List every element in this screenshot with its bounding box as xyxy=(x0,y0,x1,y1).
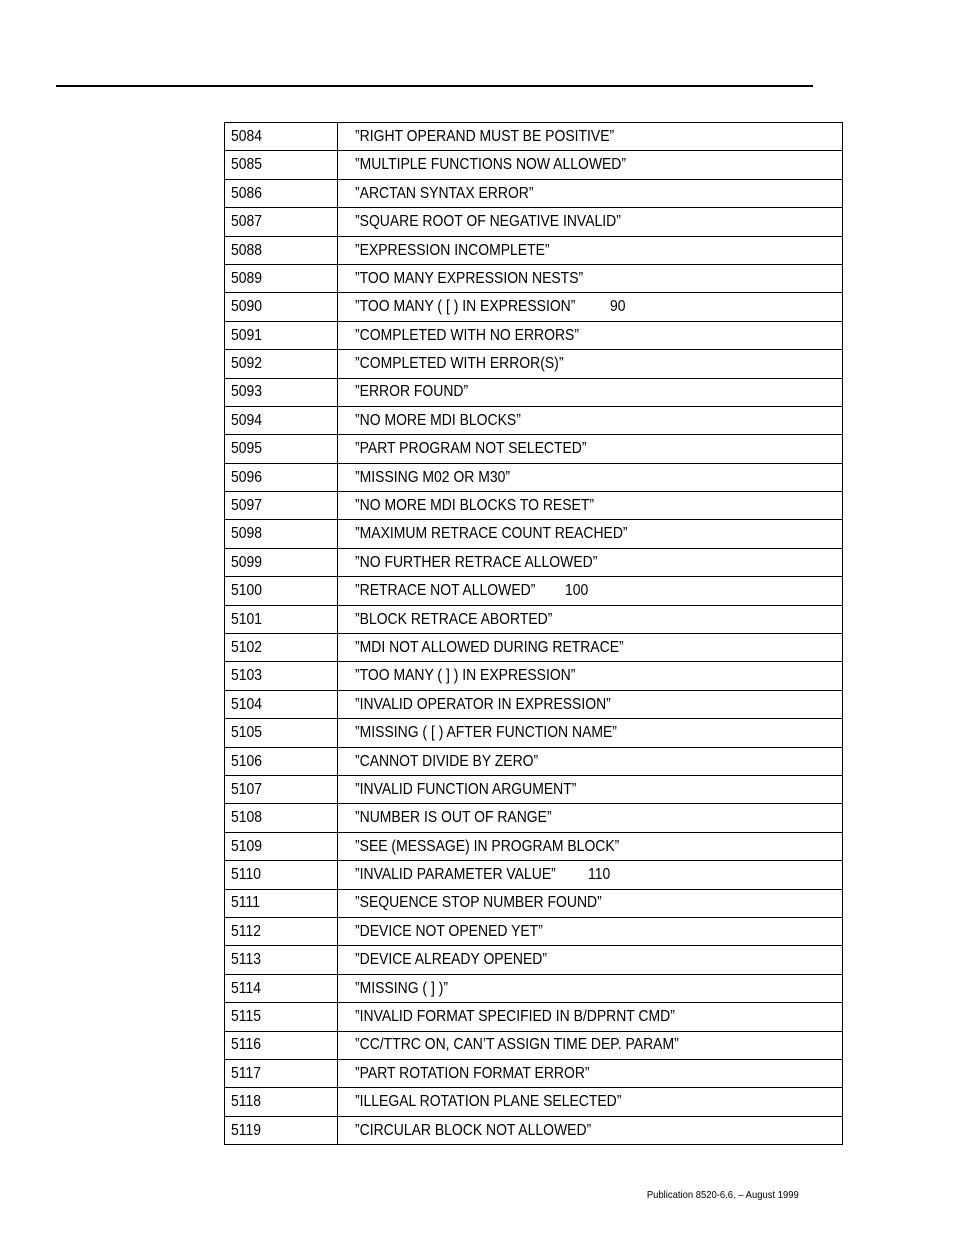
error-message-cell xyxy=(338,577,843,605)
error-message: ”INVALID PARAMETER VALUE” xyxy=(355,866,556,884)
error-code: 5103 xyxy=(231,667,263,685)
table-row xyxy=(225,804,843,832)
error-code-cell xyxy=(225,605,338,633)
error-message: ”ERROR FOUND” xyxy=(355,383,469,401)
error-code-cell xyxy=(225,747,338,775)
error-message: ”MISSING ( [ ) AFTER FUNCTION NAME” xyxy=(355,724,617,742)
error-message-cell xyxy=(338,690,843,718)
error-message-cell xyxy=(338,662,843,690)
table-row xyxy=(225,889,843,917)
error-code: 5101 xyxy=(231,610,263,628)
error-code-cell xyxy=(225,1059,338,1087)
error-code-cell xyxy=(225,804,338,832)
error-message: ”NO FURTHER RETRACE ALLOWED” xyxy=(355,553,598,571)
table-row xyxy=(225,321,843,349)
error-message-cell xyxy=(338,605,843,633)
publication-footer xyxy=(630,1189,799,1201)
error-message: ”NO MORE MDI BLOCKS” xyxy=(355,411,521,429)
error-message: ”SEQUENCE STOP NUMBER FOUND” xyxy=(355,894,602,912)
error-message: ”BLOCK RETRACE ABORTED” xyxy=(355,610,553,628)
page-reference: 100 xyxy=(565,582,589,600)
error-message-cell xyxy=(338,917,843,945)
error-code-cell xyxy=(225,634,338,662)
error-message-cell xyxy=(338,378,843,406)
error-message-cell xyxy=(338,974,843,1002)
error-code-cell xyxy=(225,577,338,605)
header-rule xyxy=(56,85,813,87)
error-message: ”MISSING M02 OR M30” xyxy=(355,468,511,486)
error-code: 5084 xyxy=(231,127,263,145)
error-code-cell xyxy=(225,264,338,292)
error-code: 5100 xyxy=(231,582,263,600)
error-message: ”COMPLETED WITH NO ERRORS” xyxy=(355,326,579,344)
error-message-cell xyxy=(338,804,843,832)
table-row xyxy=(225,690,843,718)
error-message: ”CC/TTRC ON, CAN’T ASSIGN TIME DEP. PARAM” xyxy=(355,1036,679,1054)
table-row xyxy=(225,832,843,860)
error-code: 5106 xyxy=(231,752,263,770)
error-message-cell xyxy=(338,1003,843,1031)
error-message: ”MULTIPLE FUNCTIONS NOW ALLOWED” xyxy=(355,156,627,174)
error-code: 5087 xyxy=(231,213,263,231)
table-row xyxy=(225,151,843,179)
error-message: ”INVALID OPERATOR IN EXPRESSION” xyxy=(355,695,611,713)
error-code-cell xyxy=(225,1003,338,1031)
error-message-cell xyxy=(338,435,843,463)
error-code: 5110 xyxy=(231,866,262,884)
error-message-cell xyxy=(338,1088,843,1116)
error-message-cell xyxy=(338,293,843,321)
error-code-cell xyxy=(225,946,338,974)
error-code-cell xyxy=(225,889,338,917)
table-row xyxy=(225,520,843,548)
error-message: ”ARCTAN SYNTAX ERROR” xyxy=(355,184,534,202)
page-reference: 90 xyxy=(609,298,626,316)
error-message-cell xyxy=(338,123,843,151)
error-message: ”NUMBER IS OUT OF RANGE” xyxy=(355,809,552,827)
error-code-cell xyxy=(225,548,338,576)
page-reference: 110 xyxy=(588,866,611,884)
table-row xyxy=(225,1116,843,1144)
error-message-cell xyxy=(338,321,843,349)
error-code-cell xyxy=(225,662,338,690)
table-row xyxy=(225,861,843,889)
table-row xyxy=(225,123,843,151)
error-message-cell xyxy=(338,634,843,662)
error-message: ”SEE (MESSAGE) IN PROGRAM BLOCK” xyxy=(355,837,620,855)
table-row xyxy=(225,264,843,292)
error-message: ”RETRACE NOT ALLOWED” xyxy=(355,582,536,600)
error-message-table-body xyxy=(225,123,843,1145)
error-message: ”SQUARE ROOT OF NEGATIVE INVALID” xyxy=(355,213,621,231)
error-message: ”INVALID FORMAT SPECIFIED IN B/DPRNT CMD” xyxy=(355,1008,675,1026)
error-code: 5088 xyxy=(231,241,263,259)
error-message-cell xyxy=(338,1116,843,1144)
error-code-cell xyxy=(225,123,338,151)
table-row xyxy=(225,946,843,974)
error-message: ”EXPRESSION INCOMPLETE” xyxy=(355,241,550,259)
error-message: ”COMPLETED WITH ERROR(S)” xyxy=(355,355,564,373)
error-code: 5118 xyxy=(231,1093,262,1111)
error-code: 5098 xyxy=(231,525,263,543)
table-row xyxy=(225,406,843,434)
table-row xyxy=(225,435,843,463)
publication-text: Publication 8520-6.6. – August 1999 xyxy=(647,1189,799,1201)
error-code: 5115 xyxy=(231,1008,262,1026)
table-row xyxy=(225,179,843,207)
error-code-cell xyxy=(225,690,338,718)
error-message-cell xyxy=(338,747,843,775)
table-row xyxy=(225,1059,843,1087)
error-code: 5097 xyxy=(231,497,263,515)
table-row xyxy=(225,577,843,605)
error-message: ”MISSING ( ] )” xyxy=(355,979,448,997)
error-message-cell xyxy=(338,889,843,917)
table-row xyxy=(225,974,843,1002)
error-code-cell xyxy=(225,378,338,406)
error-code-cell xyxy=(225,463,338,491)
error-code: 5113 xyxy=(231,951,262,969)
error-code: 5105 xyxy=(231,724,263,742)
error-code: 5093 xyxy=(231,383,263,401)
table-row xyxy=(225,775,843,803)
table-row xyxy=(225,1003,843,1031)
error-message-cell xyxy=(338,208,843,236)
error-code-cell xyxy=(225,236,338,264)
table-row xyxy=(225,293,843,321)
error-code: 5091 xyxy=(231,326,263,344)
error-code: 5089 xyxy=(231,269,263,287)
error-code: 5117 xyxy=(231,1064,262,1082)
error-code: 5104 xyxy=(231,695,263,713)
table-row xyxy=(225,1088,843,1116)
error-message: ”ILLEGAL ROTATION PLANE SELECTED” xyxy=(355,1093,622,1111)
table-row xyxy=(225,236,843,264)
error-message: ”PART PROGRAM NOT SELECTED” xyxy=(355,440,587,458)
error-code: 5092 xyxy=(231,355,263,373)
error-message-cell xyxy=(338,350,843,378)
error-code: 5090 xyxy=(231,298,263,316)
error-code: 5096 xyxy=(231,468,263,486)
table-row xyxy=(225,492,843,520)
table-row xyxy=(225,378,843,406)
error-message: ”TOO MANY ( ] ) IN EXPRESSION” xyxy=(355,667,576,685)
error-code: 5116 xyxy=(231,1036,262,1054)
error-code-cell xyxy=(225,861,338,889)
error-code-cell xyxy=(225,179,338,207)
error-code-cell xyxy=(225,719,338,747)
error-code: 5086 xyxy=(231,184,263,202)
error-code-cell xyxy=(225,1088,338,1116)
error-code: 5099 xyxy=(231,553,263,571)
error-code-cell xyxy=(225,775,338,803)
error-message-cell xyxy=(338,151,843,179)
table-row xyxy=(225,662,843,690)
error-message-cell xyxy=(338,832,843,860)
error-code-cell xyxy=(225,208,338,236)
error-message-cell xyxy=(338,406,843,434)
error-message-cell xyxy=(338,463,843,491)
error-message-table xyxy=(224,122,843,1145)
error-code: 5119 xyxy=(231,1121,262,1139)
error-message-cell xyxy=(338,492,843,520)
table-row xyxy=(225,463,843,491)
error-code-cell xyxy=(225,406,338,434)
error-code: 5107 xyxy=(231,780,263,798)
error-code: 5085 xyxy=(231,156,263,174)
error-message-cell xyxy=(338,946,843,974)
error-code: 5095 xyxy=(231,440,263,458)
error-message: ”DEVICE ALREADY OPENED” xyxy=(355,951,548,969)
error-code: 5109 xyxy=(231,837,263,855)
error-message: ”TOO MANY EXPRESSION NESTS” xyxy=(355,269,584,287)
table-row xyxy=(225,917,843,945)
error-message: ”CIRCULAR BLOCK NOT ALLOWED” xyxy=(355,1121,592,1139)
error-message: ”NO MORE MDI BLOCKS TO RESET” xyxy=(355,497,594,515)
error-message: ”INVALID FUNCTION ARGUMENT” xyxy=(355,780,577,798)
error-message-cell xyxy=(338,264,843,292)
error-message-cell xyxy=(338,861,843,889)
error-message: ”RIGHT OPERAND MUST BE POSITIVE” xyxy=(355,127,615,145)
error-code-cell xyxy=(225,321,338,349)
error-code-cell xyxy=(225,917,338,945)
table-row xyxy=(225,208,843,236)
table-row xyxy=(225,719,843,747)
error-message-cell xyxy=(338,775,843,803)
error-message-cell xyxy=(338,520,843,548)
table-row xyxy=(225,634,843,662)
error-message: ”MAXIMUM RETRACE COUNT REACHED” xyxy=(355,525,628,543)
table-row xyxy=(225,548,843,576)
error-code: 5102 xyxy=(231,638,263,656)
error-code-cell xyxy=(225,435,338,463)
error-message-cell xyxy=(338,719,843,747)
error-message-cell xyxy=(338,236,843,264)
error-code-cell xyxy=(225,974,338,1002)
error-message-cell xyxy=(338,548,843,576)
table-row xyxy=(225,747,843,775)
error-code-cell xyxy=(225,832,338,860)
error-code: 5111 xyxy=(231,894,260,912)
table-row xyxy=(225,1031,843,1059)
error-code-cell xyxy=(225,1031,338,1059)
error-code: 5114 xyxy=(231,979,262,997)
error-message-cell xyxy=(338,179,843,207)
error-code-cell xyxy=(225,520,338,548)
error-message-cell xyxy=(338,1059,843,1087)
error-code-cell xyxy=(225,492,338,520)
table-row xyxy=(225,605,843,633)
error-message: ”MDI NOT ALLOWED DURING RETRACE” xyxy=(355,638,624,656)
error-message: ”CANNOT DIVIDE BY ZERO” xyxy=(355,752,539,770)
error-message: ”TOO MANY ( [ ) IN EXPRESSION” xyxy=(355,298,576,316)
error-message-cell xyxy=(338,1031,843,1059)
error-message: ”PART ROTATION FORMAT ERROR” xyxy=(355,1064,590,1082)
error-code: 5112 xyxy=(231,922,262,940)
error-code: 5094 xyxy=(231,411,263,429)
error-code-cell xyxy=(225,1116,338,1144)
error-code-cell xyxy=(225,293,338,321)
error-code-cell xyxy=(225,350,338,378)
table-row xyxy=(225,350,843,378)
error-code-cell xyxy=(225,151,338,179)
error-code: 5108 xyxy=(231,809,263,827)
error-message: ”DEVICE NOT OPENED YET” xyxy=(355,922,543,940)
